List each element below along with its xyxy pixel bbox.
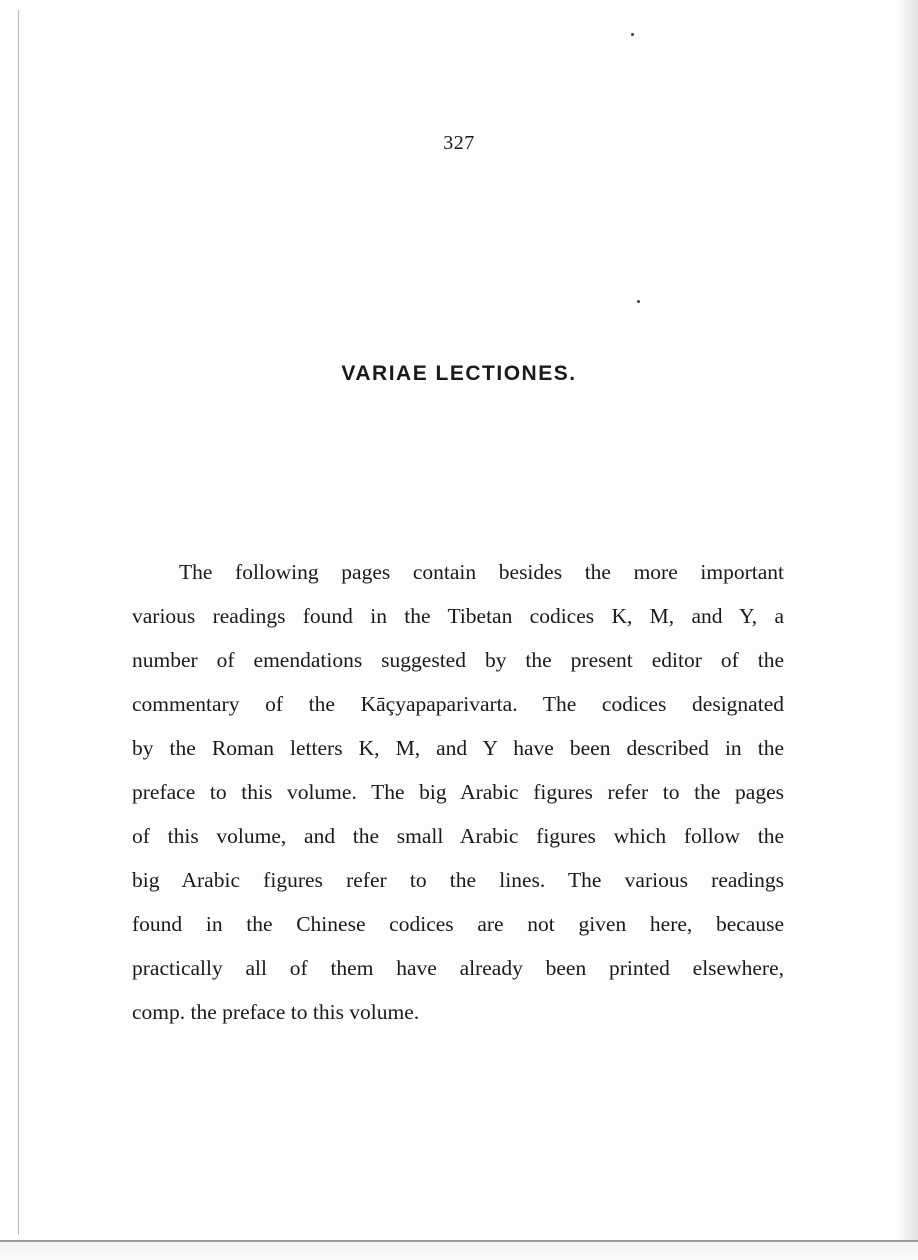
section-title: VARIAE LECTIONES.	[341, 362, 577, 385]
scan-speck	[637, 300, 640, 303]
body-paragraph	[132, 554, 784, 1038]
paragraph-line: by the Roman letters K, M, and Y have been described in the	[132, 736, 784, 760]
right-page-edge-shadow	[896, 0, 918, 1260]
paragraph-line: of this volume, and the small Arabic figures which follow the	[132, 824, 784, 848]
paragraph-line: number of emendations suggested by the present editor of the	[132, 648, 784, 672]
paragraph-line: practically all of them have already been printed elsewhere,	[132, 956, 784, 980]
page-number: 327	[443, 132, 475, 154]
left-margin-rule	[18, 10, 19, 1235]
paragraph-line: preface to this volume. The big Arabic figures refer to the pages	[132, 780, 784, 804]
paragraph-line: found in the Chinese codices are not given here, because	[132, 912, 784, 936]
paragraph-line: various readings found in the Tibetan codices K, M, and Y, a	[132, 604, 784, 628]
paragraph-line: comp. the preface to this volume.	[132, 1000, 420, 1024]
paragraph-line: The following pages contain besides the more important	[179, 560, 784, 584]
paragraph-line: commentary of the Kāçyapaparivarta. The codices designated	[132, 692, 784, 716]
bottom-page-strip	[0, 1242, 918, 1260]
scan-speck	[631, 33, 634, 36]
paragraph-line: big Arabic figures refer to the lines. The various readings	[132, 868, 784, 892]
